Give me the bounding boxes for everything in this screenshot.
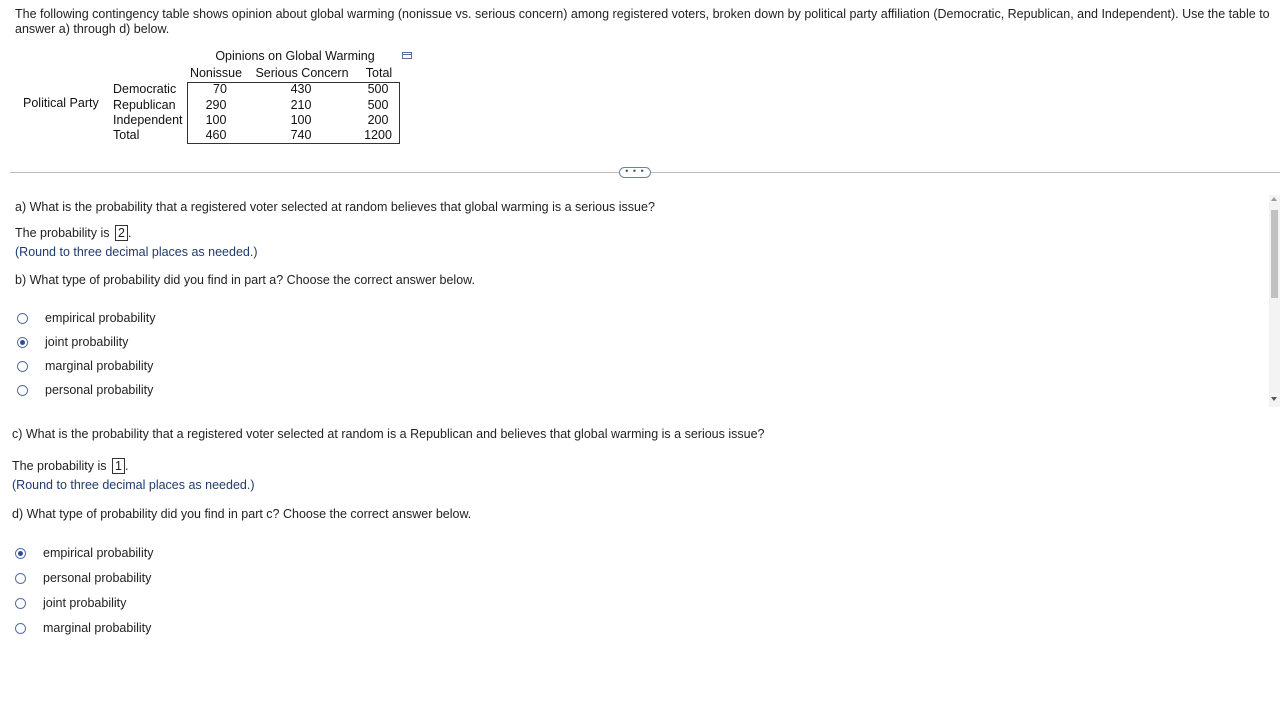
radio-button-icon[interactable]	[15, 623, 26, 634]
part-d-option-3[interactable]	[15, 621, 151, 635]
cell-dem-nonissue: 70	[213, 82, 227, 96]
part-b-option-3[interactable]	[17, 383, 153, 397]
part-b-option-label: marginal probability	[45, 359, 154, 373]
answer-prefix-a: The probability is	[15, 226, 110, 240]
cell-dem-total: 500	[367, 82, 389, 96]
answer-input-c[interactable]: 1	[112, 458, 125, 474]
col-header-serious: Serious Concern	[255, 66, 349, 80]
part-b-option-label: personal probability	[45, 383, 154, 397]
part-d-option-label: joint probability	[43, 596, 127, 610]
question-d: d) What type of probability did you find in part c? Choose the correct answer below.	[12, 507, 472, 521]
cell-rep-serious: 210	[290, 98, 312, 112]
radio-button-icon[interactable]	[15, 598, 26, 609]
part-d-option-label: personal probability	[43, 571, 152, 585]
cell-ind-total: 200	[367, 113, 389, 127]
scroll-up-arrow-icon[interactable]	[1271, 197, 1277, 201]
row-label-democratic: Democratic	[113, 82, 177, 96]
radio-button-icon[interactable]	[17, 313, 28, 324]
part-b-option-label: joint probability	[45, 335, 129, 349]
expand-collapse-button[interactable]: • • •	[619, 167, 651, 178]
scroll-down-arrow-icon[interactable]	[1271, 397, 1277, 401]
cell-ind-nonissue: 100	[205, 113, 227, 127]
answer-line-c: The probability is 1 .	[12, 459, 129, 473]
part-d-option-label: empirical probability	[43, 546, 154, 560]
cell-rep-nonissue: 290	[205, 98, 227, 112]
radio-button-icon[interactable]	[17, 337, 28, 348]
popout-icon[interactable]	[402, 52, 412, 60]
radio-button-icon[interactable]	[17, 385, 28, 396]
part-b-option-2[interactable]	[17, 359, 153, 373]
cell-total-nonissue: 460	[205, 128, 227, 142]
col-header-nonissue: Nonissue	[189, 66, 243, 80]
part-b-option-label: empirical probability	[45, 311, 156, 325]
row-label-total: Total	[113, 128, 140, 142]
table-title: Opinions on Global Warming	[215, 49, 375, 63]
question-c: c) What is the probability that a registered voter selected at random is a Republican and believes that global warming is a serious issue?	[12, 427, 765, 441]
row-label-republican: Republican	[113, 98, 176, 112]
answer-line-a: The probability is 2 .	[15, 226, 132, 240]
answer-input-a[interactable]: 2	[115, 225, 128, 241]
cell-total-serious: 740	[290, 128, 312, 142]
problem-statement: The following contingency table shows opinion about global warming (nonissue vs. serious concern) among registered voters, broken down by political party affiliation (Democratic, Republican, and Independent). Use the table to answer a) through d) below.	[15, 7, 1270, 36]
cell-total-total: 1200	[364, 128, 392, 142]
round-note-a: (Round to three decimal places as needed.)	[15, 245, 258, 259]
cell-rep-total: 500	[367, 98, 389, 112]
question-a: a) What is the probability that a registered voter selected at random believes that global warming is a serious issue?	[15, 200, 655, 214]
cell-ind-serious: 100	[290, 113, 312, 127]
scrollbar-thumb[interactable]	[1271, 210, 1278, 298]
part-d-option-label: marginal probability	[43, 621, 152, 635]
answer-prefix-c: The probability is	[12, 459, 107, 473]
part-d-option-2[interactable]	[15, 596, 126, 610]
part-d-option-0[interactable]	[15, 546, 153, 560]
part-d-option-1[interactable]	[15, 571, 151, 585]
row-label-independent: Independent	[113, 113, 183, 127]
part-b-option-1[interactable]	[17, 335, 128, 349]
radio-button-icon[interactable]	[15, 548, 26, 559]
question-b: b) What type of probability did you find in part a? Choose the correct answer below.	[15, 273, 475, 287]
round-note-c: (Round to three decimal places as needed.)	[12, 478, 255, 492]
radio-button-icon[interactable]	[15, 573, 26, 584]
part-b-option-0[interactable]	[17, 311, 155, 325]
col-header-total: Total	[365, 66, 393, 80]
row-group-label: Political Party	[23, 96, 99, 110]
radio-button-icon[interactable]	[17, 361, 28, 372]
cell-dem-serious: 430	[290, 82, 312, 96]
